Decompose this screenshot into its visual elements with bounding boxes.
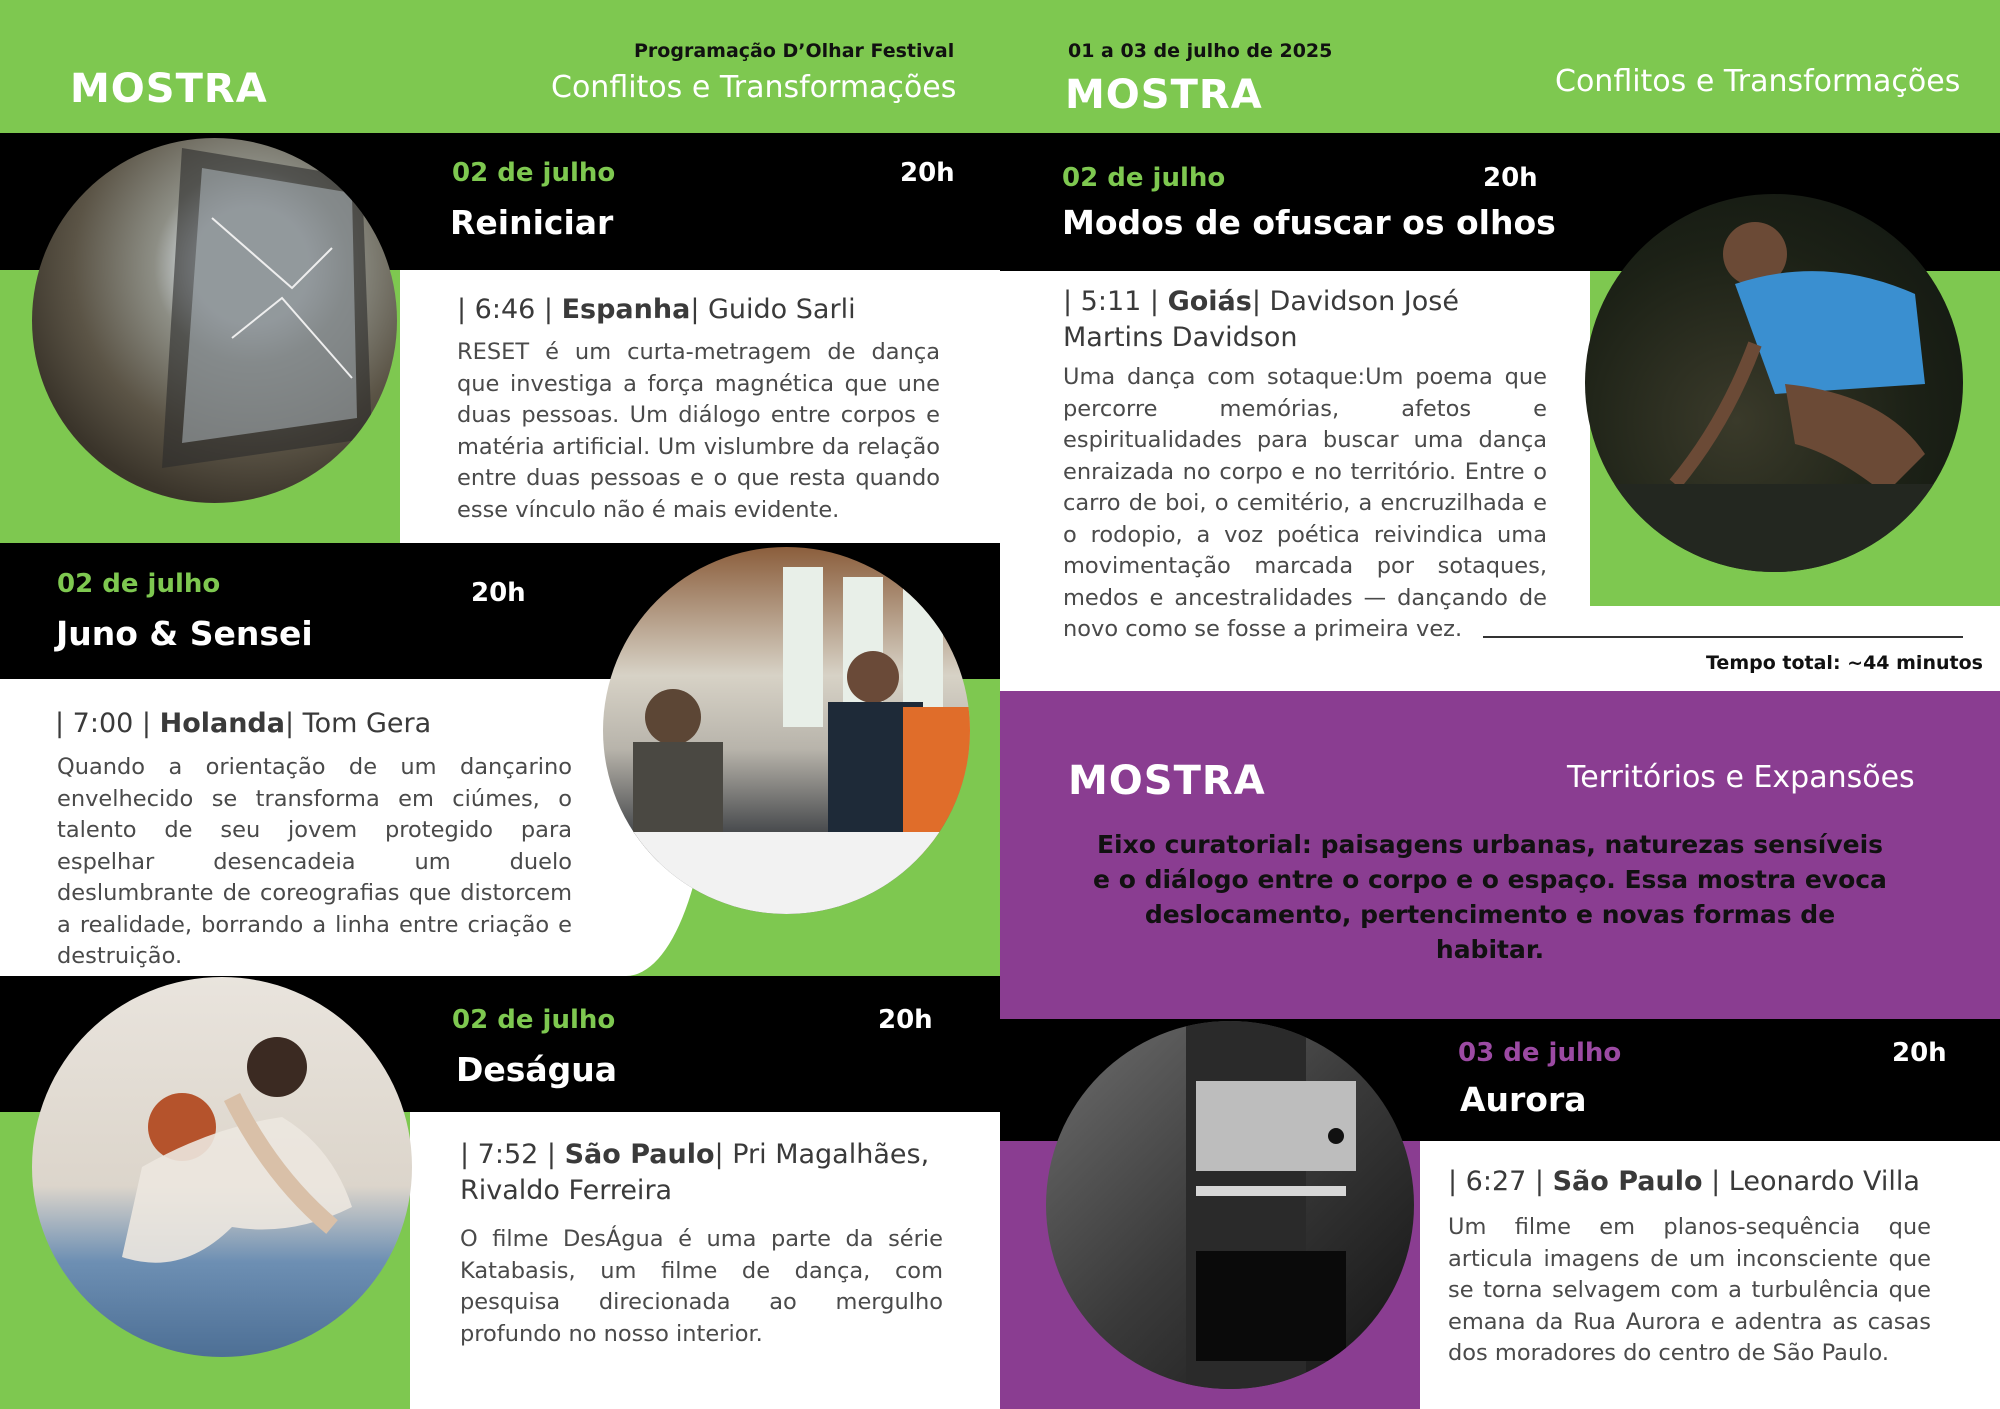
film3-time: 20h <box>878 1005 933 1035</box>
right-dates: 01 a 03 de julho de 2025 <box>1068 40 1333 62</box>
left-logo: MOSTRA <box>70 66 268 112</box>
film3-director: | Pri Magalhães, Rivaldo Ferreira <box>460 1139 930 1206</box>
film1-director: | Guido Sarli <box>690 294 856 325</box>
film1-date: 02 de julho <box>452 158 616 188</box>
film1-photo <box>32 138 397 503</box>
film1-description: RESET é um curta-metragem de dança que investiga a força magnética que une duas pessoas. Um diálogo entre corpos e matéria artificial. Um vislumbre da relação entre duas pessoas e o que resta quando esse vínculo não é mais evidente. <box>457 339 940 523</box>
film5-meta <box>1448 1164 1948 1200</box>
dancers-icon <box>32 977 412 1357</box>
curatorial-text: Eixo curatorial: paisagens urbanas, naturezas sensíveis e o diálogo entre o corpo e o espaço. Essa mostra evoca deslocamento, pertencimento e novas formas de habitar. <box>1093 830 1887 964</box>
film2-time: 20h <box>471 578 526 608</box>
car-mirror-icon <box>32 138 397 503</box>
film5-title: Aurora <box>1460 1080 1587 1119</box>
film2-date: 02 de julho <box>57 569 221 599</box>
building-window-icon <box>1046 1021 1414 1389</box>
film5-date: 03 de julho <box>1458 1038 1622 1068</box>
film1-place: Espanha <box>561 294 691 325</box>
restaurant-scene-icon <box>603 547 970 914</box>
film1-time: 20h <box>900 158 955 188</box>
film3-meta <box>460 1137 940 1209</box>
film5-place: São Paulo <box>1552 1166 1703 1197</box>
film2-director: | Tom Gera <box>284 708 432 739</box>
film5-duration: | 6:27 | <box>1448 1166 1544 1197</box>
film3-title: Deságua <box>456 1050 618 1089</box>
film2-place: Holanda <box>159 708 285 739</box>
film1-meta <box>457 292 947 328</box>
film4-description: Uma dança com sotaque:Um poema que percorre memórias, afetos e espiritualidades para buscar uma dança enraizada no corpo e no território. Entre o carro de boi, o cemitério, a encruzilhada e o rodopio, a voz poética reivindica uma movimentação marcada por sotaques, medos e ancestralidades — dançando de novo como se fosse a primeira vez. <box>1063 364 1547 642</box>
film4-title: Modos de ofuscar os olhos <box>1062 203 1556 242</box>
film2-description: Quando a orientação de um dançarino envelhecido se transforma em ciúmes, o talento de seu jovem protegido para espelhar desencadeia um duelo deslumbrante de coreografias que distorcem a realidade, borrando a linha entre criação e destruição. <box>57 754 572 969</box>
film3-place: São Paulo <box>564 1139 715 1170</box>
film2-title: Juno & Sensei <box>56 614 313 653</box>
film5-photo <box>1046 1021 1414 1389</box>
right-logo: MOSTRA <box>1065 72 1263 118</box>
man-water-icon <box>1585 194 1963 572</box>
film1-duration: | 6:46 | <box>457 294 553 325</box>
film5-description: Um filme em planos-sequência que articula imagens de um inconsciente que se torna selvagem com a turbulência que emana da Rua Aurora e adentra as casas dos moradores do centro de São Paulo. <box>1448 1214 1931 1366</box>
film3-date: 02 de julho <box>452 1005 616 1035</box>
film1-title: Reiniciar <box>450 203 614 242</box>
film2-duration: | 7:00 | <box>55 708 151 739</box>
film4-time: 20h <box>1483 163 1538 193</box>
film4-date: 02 de julho <box>1062 163 1226 193</box>
territorios-title: Territórios e Expansões <box>1567 760 1915 795</box>
film4-meta <box>1063 284 1563 356</box>
right-section-title: Conflitos e Transformações <box>1555 64 1961 99</box>
film4-place: Goiás <box>1167 286 1252 317</box>
film4-duration: | 5:11 | <box>1063 286 1159 317</box>
film5-time: 20h <box>1892 1038 1947 1068</box>
left-programacao: Programação D’Olhar Festival <box>634 40 955 62</box>
total-time: Tempo total: ~44 minutos <box>1706 652 1983 674</box>
film5-director: | Leonardo Villa <box>1711 1166 1920 1197</box>
film3-duration: | 7:52 | <box>460 1139 556 1170</box>
territorios-logo: MOSTRA <box>1068 758 1266 804</box>
total-time-divider <box>1483 636 1963 638</box>
left-section-title: Conflitos e Transformações <box>551 70 957 105</box>
film2-photo <box>603 547 970 914</box>
film4-director: | Davidson José Martins Davidson <box>1063 286 1459 353</box>
film4-photo <box>1585 194 1963 572</box>
film2-meta <box>55 706 575 742</box>
film3-description: O filme DesÁgua é uma parte da série Katabasis, um filme de dança, com pesquisa direcionada ao mergulho profundo no nosso interior. <box>460 1226 943 1347</box>
film3-photo <box>32 977 412 1357</box>
